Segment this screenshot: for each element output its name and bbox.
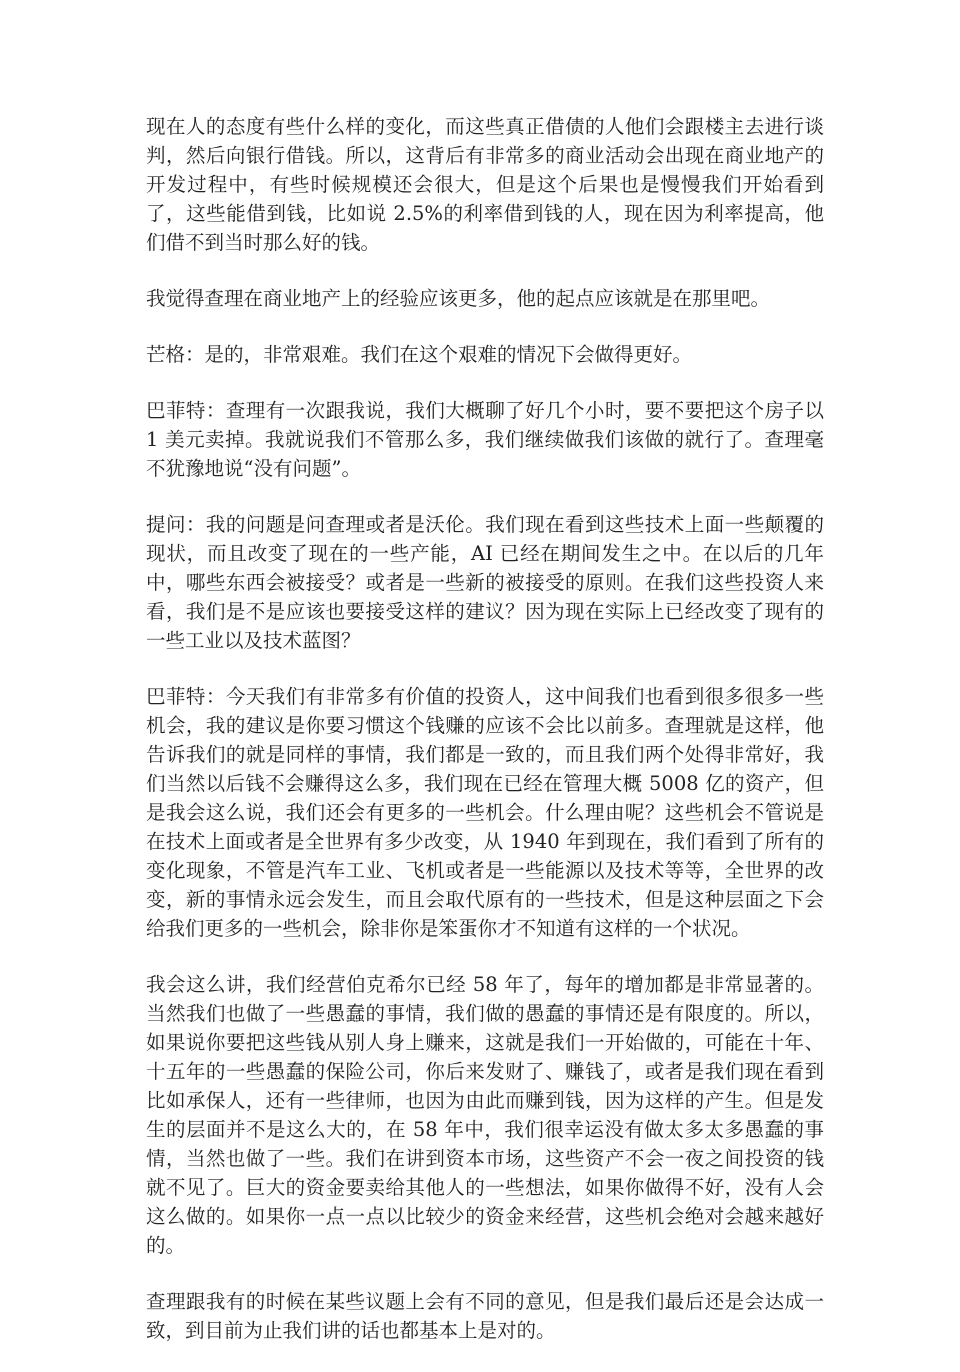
paragraph: 我会这么讲，我们经营伯克希尔已经 58 年了，每年的增加都是非常显著的。当然我们也做了一些愚蠢的事情，我们做的愚蠢的事情还是有限度的。所以，如果说你要把这些钱从别人身上赚来，这就是我们一开始做的，可能在十年、十五年的一些愚蠢的保险公司，你后来发财了、赚钱了，或者是我们现在看到比如承保人，还有一些律师，也因为由此而赚到钱，因为这样的产生。但是发生的层面并不是这么大的，在 58 年中，我们很幸运没有做太多太多愚蠢的事情，当然也做了一些。我们在讲到资本市场，这些资产不会一夜之间投资的钱就不见了。巨大的资金要卖给其他人的一些想法，如果你做得不好，没有人会这么做的。如果你一点一点以比较少的资金来经营，这些机会绝对会越来越好的。: [146, 973, 824, 1257]
paragraph: 芒格：是的，非常艰难。我们在这个艰难的情况下会做得更好。: [146, 343, 693, 366]
paragraph: 提问：我的问题是问查理或者是沃伦。我们现在看到这些技术上面一些颠覆的现状，而且改变了现在的一些产能，AI 已经在期间发生之中。在以后的几年中，哪些东西会被接受？或者是一些新的被接受的原则。在我们这些投资人来看，我们是不是应该也要接受这样的建议？因为现在实际上已经改变了现有的一些工业以及技术蓝图？: [146, 513, 824, 652]
paragraph: 查理跟我有的时候在某些议题上会有不同的意见，但是我们最后还是会达成一致，到目前为止我们讲的话也都基本上是对的。: [146, 1290, 824, 1342]
paragraph: 巴菲特：查理有一次跟我说，我们大概聊了好几个小时，要不要把这个房子以 1 美元卖掉。我就说我们不管那么多，我们继续做我们该做的就行了。查理毫不犹豫地说“没有问题”。: [146, 399, 824, 480]
paragraph: 现在人的态度有些什么样的变化，而这些真正借债的人他们会跟楼主去进行谈判，然后向银行借钱。所以，这背后有非常多的商业活动会出现在商业地产的开发过程中，有些时候规模还会很大，但是这个后果也是慢慢我们开始看到了，这些能借到钱，比如说 2.5%的利率借到钱的人，现在因为利率提高，他们借不到当时那么好的钱。: [146, 115, 824, 254]
document-body: [146, 112, 824, 1372]
paragraph: 我觉得查理在商业地产上的经验应该更多，他的起点应该就是在那里吧。: [146, 287, 771, 310]
paragraph: 巴菲特：今天我们有非常多有价值的投资人，这中间我们也看到很多很多一些机会，我的建议是你要习惯这个钱赚的应该不会比以前多。查理就是这样，他告诉我们的就是同样的事情，我们都是一致的，而且我们两个处得非常好，我们当然以后钱不会赚得这么多，我们现在已经在管理大概 5008 亿的资产，但是我会这么说，我们还会有更多的一些机会。什么理由呢？这些机会不管说是在技术上面或者是全世界有多少改变，从 1940 年到现在，我们看到了所有的变化现象，不管是汽车工业、飞机或者是一些能源以及技术等等，全世界的改变，新的事情永远会发生，而且会取代原有的一些技术，但是这种层面之下会给我们更多的一些机会，除非你是笨蛋你才不知道有这样的一个状况。: [146, 685, 824, 940]
